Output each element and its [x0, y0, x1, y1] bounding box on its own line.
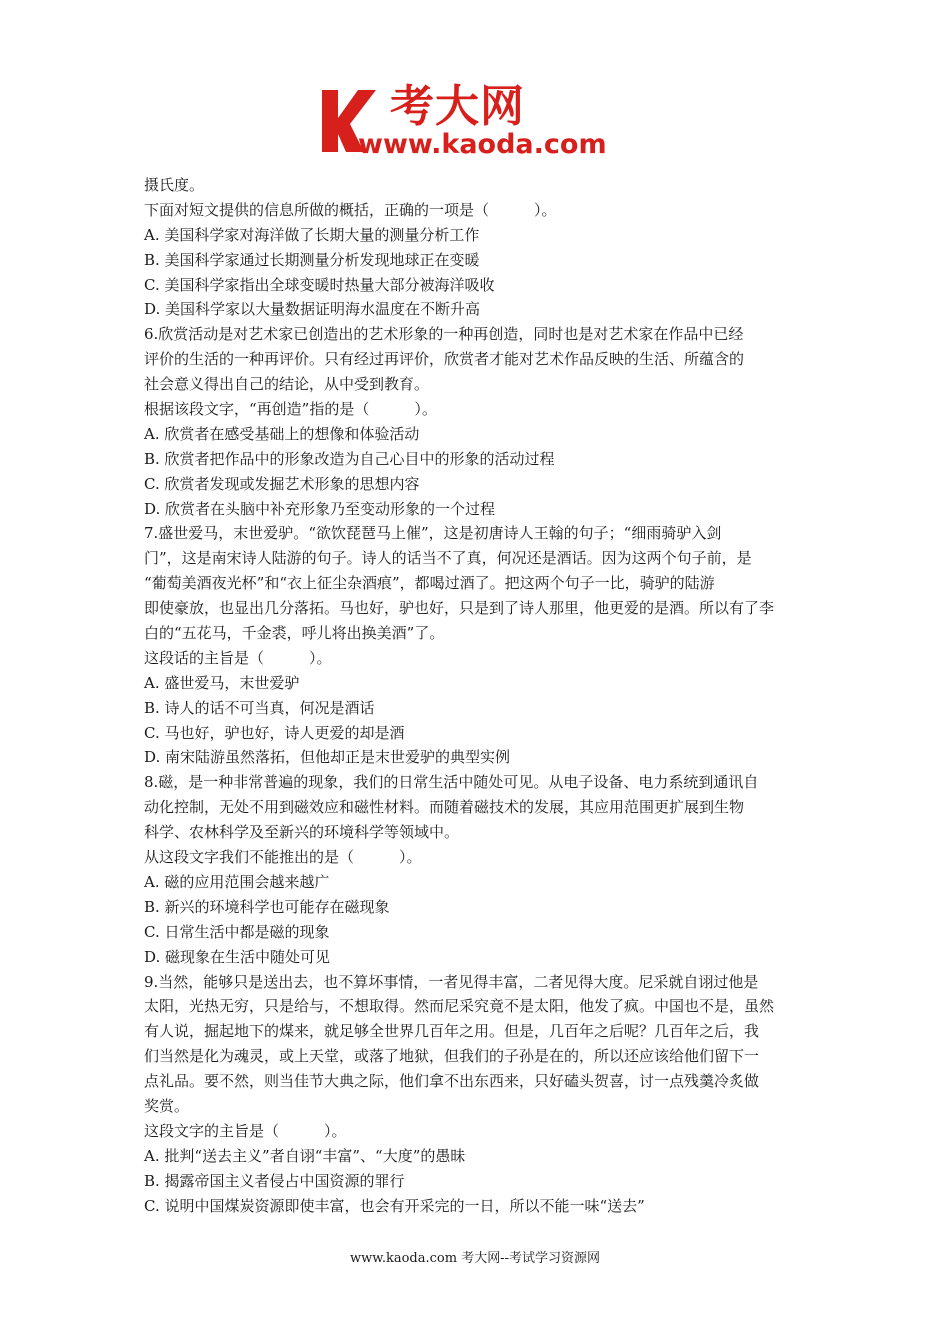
text-line: 评价的生活的一种再评价。只有经过再评价，欣赏者才能对艺术作品反映的生活、所蕴含的: [144, 350, 745, 369]
text-line: 这段话的主旨是（ ）。: [144, 648, 332, 667]
text-line: 奖赏。: [144, 1096, 190, 1115]
text-line: 太阳，光热无穷，只是给与，不想取得。然而尼采究竟不是太阳，他发了疯。中国也不是，虽然: [144, 997, 775, 1016]
text-line: A. 美国科学家对海洋做了长期大量的测量分析工作: [144, 225, 480, 244]
text-line: D. 美国科学家以大量数据证明海水温度在不断升高: [144, 300, 481, 319]
text-line: C. 欣赏者发现或发掘艺术形象的思想内容: [144, 474, 420, 493]
text-line: 这段文字的主旨是（ ）。: [144, 1121, 347, 1140]
text-line: D. 欣赏者在头脑中补充形象乃至变动形象的一个过程: [144, 499, 496, 518]
logo-url: www.kaoda.com: [358, 129, 607, 160]
text-line: B. 新兴的环境科学也可能存在磁现象: [144, 897, 390, 916]
text-line: 动化控制，无处不用到磁效应和磁性材料。而随着磁技术的发展，其应用范围更扩展到生物: [144, 798, 745, 817]
text-line: “葡萄美酒夜光杯”和“衣上征尘杂酒痕”，都喝过酒了。把这两个句子一比，骑驴的陆游: [144, 574, 715, 593]
text-line: 点礼品。要不然，则当佳节大典之际，他们拿不出东西来，只好磕头贺喜，讨一点残羹冷炙做: [144, 1072, 760, 1091]
text-line: B. 诗人的话不可当真，何况是酒话: [144, 698, 375, 717]
page-footer: www.kaoda.com 考大网--考试学习资源网: [350, 1251, 600, 1266]
text-line: B. 揭露帝国主义者侵占中国资源的罪行: [144, 1171, 405, 1190]
text-line: D. 磁现象在生活中随处可见: [144, 947, 331, 966]
text-line: 从这段文字我们不能推出的是（ ）。: [144, 848, 422, 867]
text-line: 门”，这是南宋诗人陆游的句子。诗人的话当不了真，何况还是酒话。因为这两个句子前，是: [144, 549, 752, 568]
text-line: 社会意义得出自己的结论，从中受到教育。: [144, 375, 430, 394]
text-line: 下面对短文提供的信息所做的概括，正确的一项是（ ）。: [144, 200, 557, 219]
text-line: 9.当然，能够只是送出去，也不算坏事情，一者见得丰富，二者见得大度。尼采就自诩过他是: [144, 972, 759, 991]
text-line: A. 盛世爱马，末世爱驴: [144, 673, 300, 692]
text-line: C. 说明中国煤炭资源即使丰富，也会有开采完的一日，所以不能一味“送去”: [144, 1196, 645, 1215]
text-line: C. 美国科学家指出全球变暖时热量大部分被海洋吸收: [144, 275, 495, 294]
site-logo: [318, 82, 638, 160]
text-line: 白的“五花马，千金裘，呼儿将出换美酒”了。: [144, 624, 445, 643]
text-line: A. 批判“送去主义”者自诩“丰富”、“大度”的愚昧: [144, 1146, 466, 1165]
text-line: 即使豪放，也显出几分落拓。马也好，驴也好，只是到了诗人那里，他更爱的是酒。所以有了李: [144, 599, 775, 618]
text-line: 6.欣赏活动是对艺术家已创造出的艺术形象的一种再创造，同时也是对艺术家在作品中已经: [144, 325, 744, 344]
text-line: B. 欣赏者把作品中的形象改造为自己心目中的形象的活动过程: [144, 449, 555, 468]
text-line: A. 磁的应用范围会越来越广: [144, 872, 330, 891]
text-line: 科学、农林科学及至新兴的环境科学等领域中。: [144, 823, 460, 842]
text-line: 们当然是化为魂灵，或上天堂，或落了地狱，但我们的子孙是在的，所以还应该给他们留下一: [144, 1047, 760, 1066]
text-line: 摄氏度。: [144, 176, 205, 194]
text-line: D. 南宋陆游虽然落拓，但他却正是末世爱驴的典型实例: [144, 748, 511, 767]
text-line: 有人说，掘起地下的煤来，就足够全世界几百年之用。但是，几百年之后呢？几百年之后，我: [144, 1022, 760, 1041]
text-line: 根据该段文字，“再创造”指的是（ ）。: [144, 400, 437, 419]
text-line: 7.盛世爱马，末世爱驴。“欲饮琵琶马上催”，这是初唐诗人王翰的句子；“细雨骑驴入剑: [144, 524, 722, 543]
text-line: A. 欣赏者在感受基础上的想像和体验活动: [144, 424, 420, 443]
logo-title: 考大网: [390, 81, 525, 132]
text-line: C. 日常生活中都是磁的现象: [144, 922, 330, 941]
text-line: 8.磁，是一种非常普遍的现象，我们的日常生活中随处可见。从电子设备、电力系统到通讯自: [144, 773, 759, 792]
text-line: C. 马也好，驴也好，诗人更爱的却是酒: [144, 723, 405, 742]
document-body: [144, 173, 814, 1218]
text-line: B. 美国科学家通过长期测量分析发现地球正在变暖: [144, 250, 480, 269]
